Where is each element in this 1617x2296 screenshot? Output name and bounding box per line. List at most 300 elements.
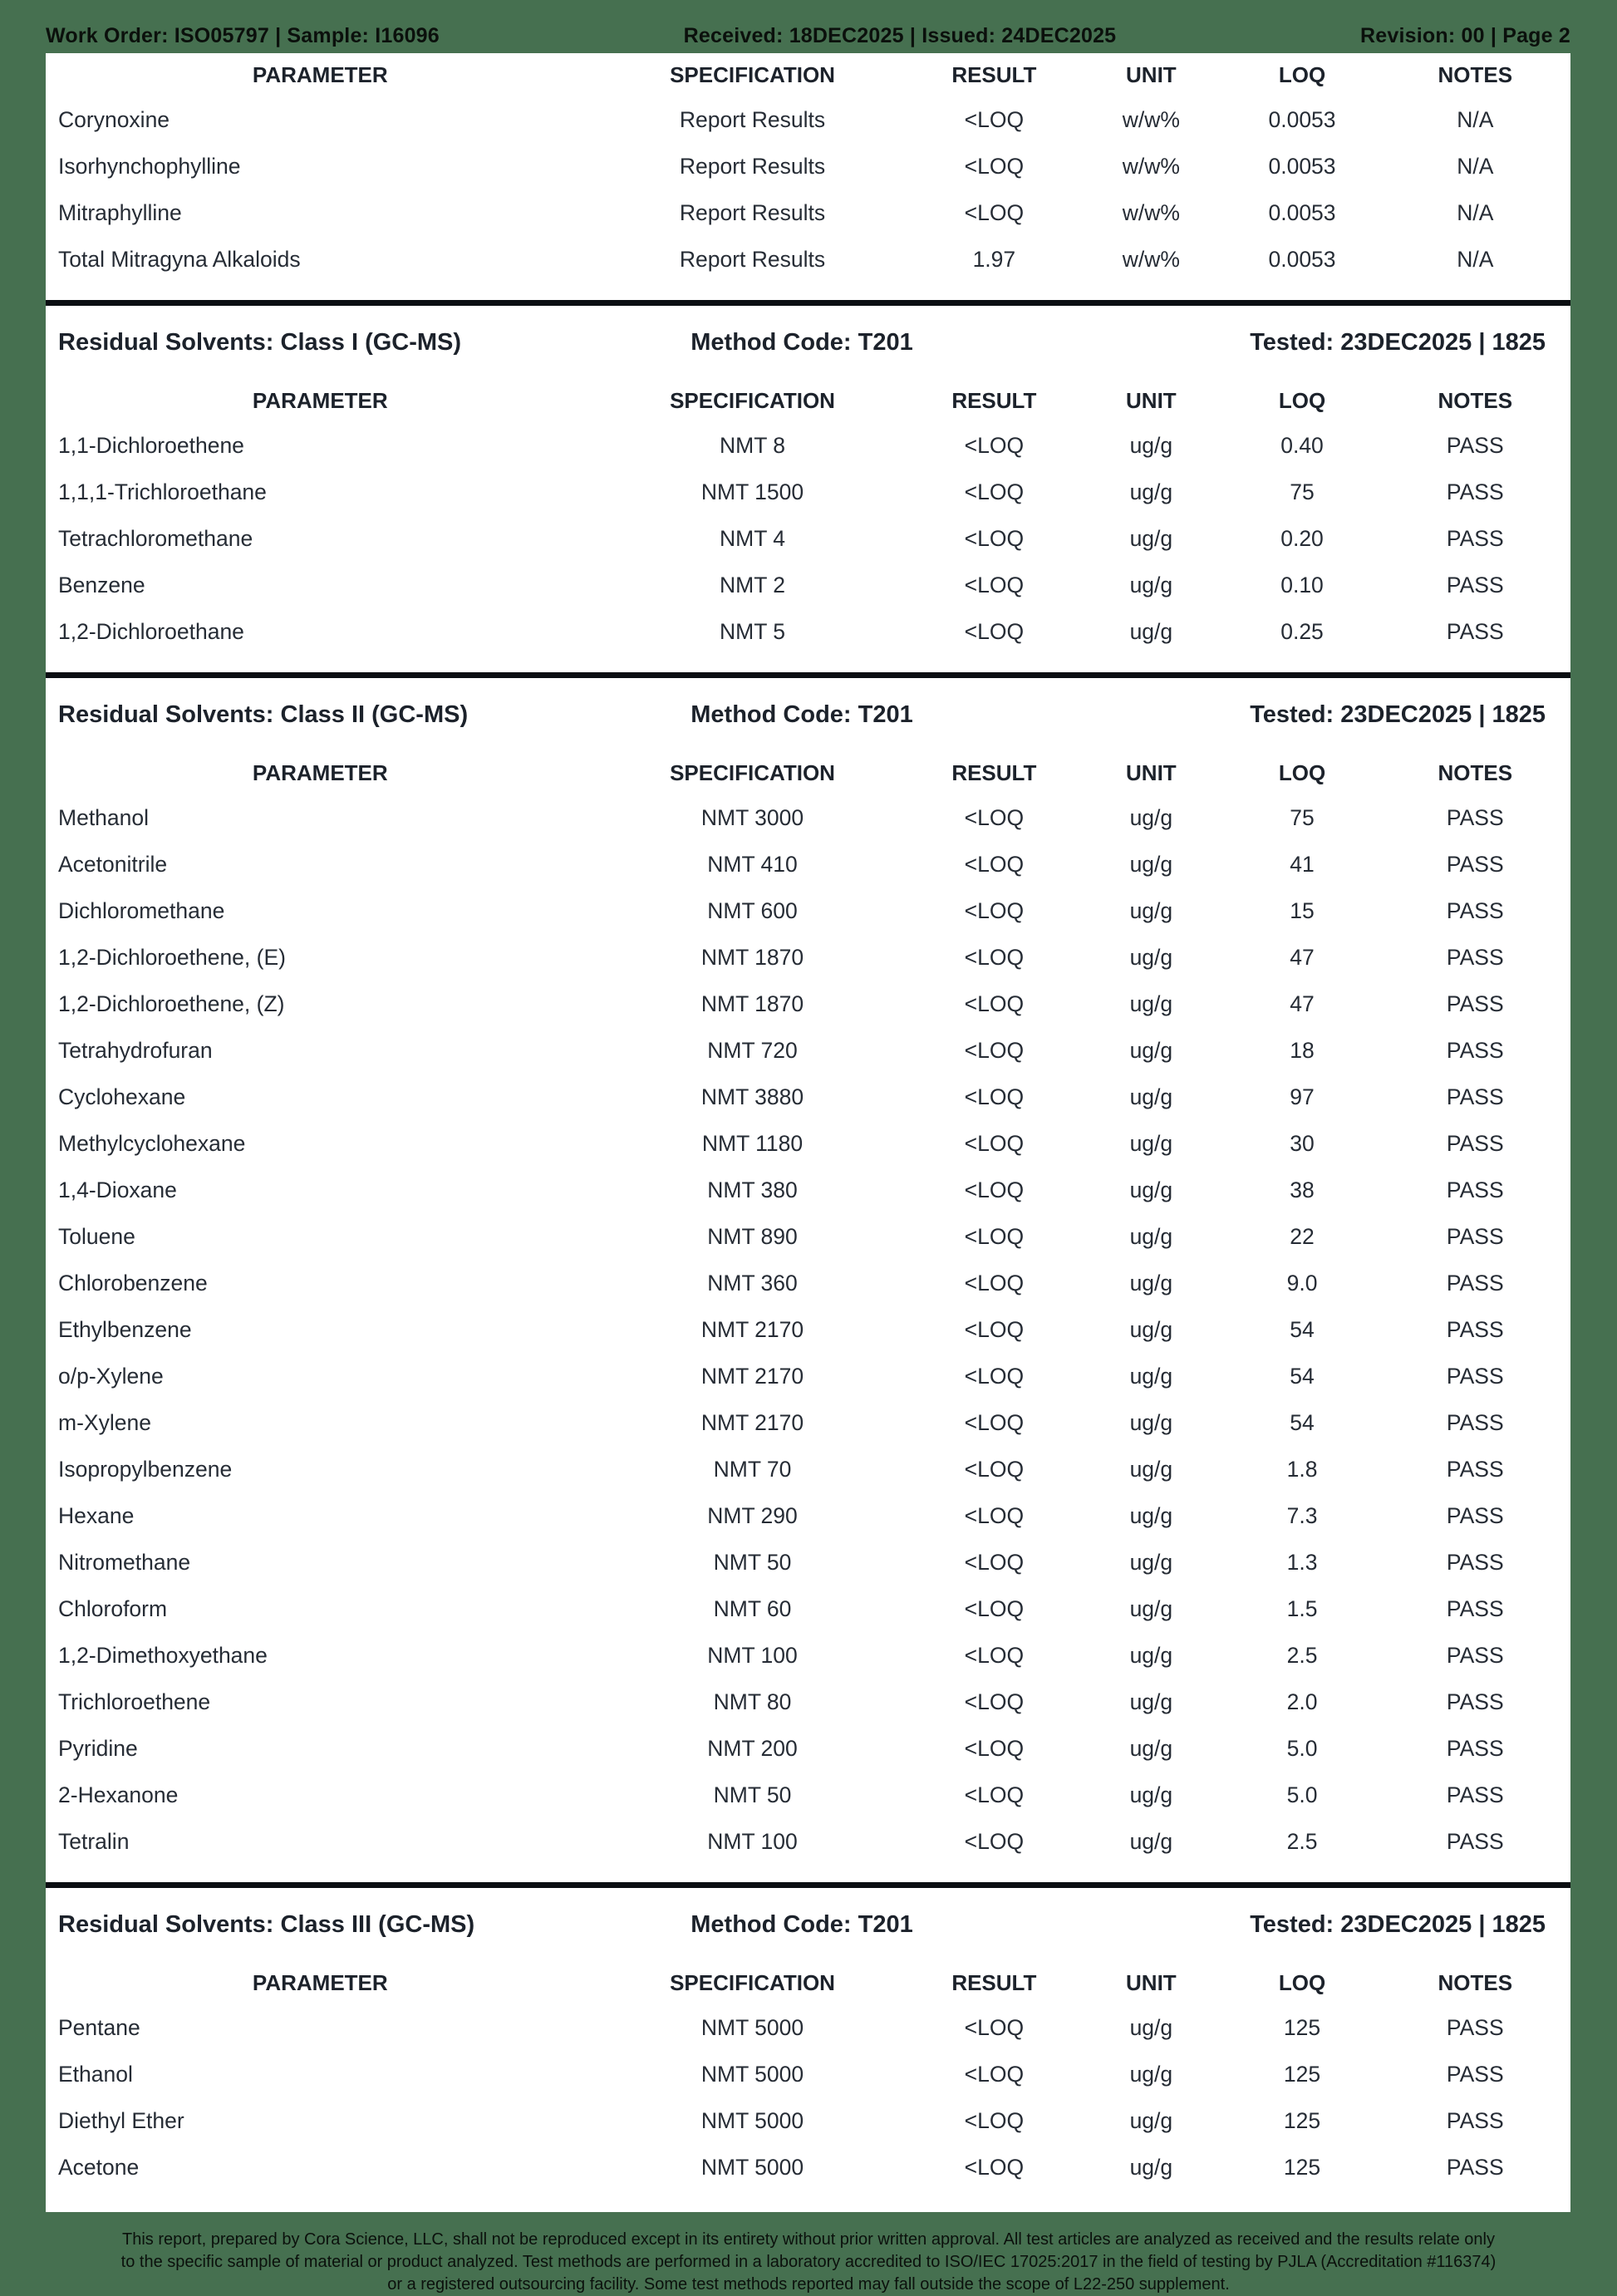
- column-header: RESULT: [951, 760, 1037, 785]
- spec-cell: NMT 5000: [700, 2154, 804, 2180]
- unit-cell: ug/g: [1129, 1409, 1173, 1435]
- unit-cell: ug/g: [1129, 2061, 1173, 2087]
- parameter-cell: Chloroform: [58, 1595, 168, 1621]
- spec-cell: Report Results: [679, 199, 826, 225]
- notes-cell: PASS: [1446, 1363, 1504, 1389]
- unit-cell: ug/g: [1129, 432, 1173, 458]
- parameter-cell: Mitraphylline: [58, 199, 182, 225]
- notes-cell: PASS: [1446, 1130, 1504, 1156]
- parameter-cell: Dichloromethane: [58, 897, 225, 923]
- column-header-row: [46, 751, 1570, 794]
- table-row: [46, 143, 1570, 189]
- result-cell: <LOQ: [964, 991, 1025, 1016]
- tested-stamp: Tested: 23DEC2025 | 1825: [1250, 328, 1546, 356]
- parameter-cell: m-Xylene: [58, 1409, 151, 1435]
- table-row: [46, 1446, 1570, 1492]
- parameter-cell: Isopropylbenzene: [58, 1456, 233, 1482]
- column-header: RESULT: [951, 1969, 1037, 1995]
- notes-cell: N/A: [1457, 199, 1494, 225]
- section-head: [46, 1888, 1570, 1961]
- column-header: LOQ: [1278, 760, 1326, 785]
- column-header: SPECIFICATION: [670, 61, 835, 87]
- column-header: RESULT: [951, 61, 1037, 87]
- notes-cell: PASS: [1446, 2154, 1504, 2180]
- notes-cell: PASS: [1446, 991, 1504, 1016]
- notes-cell: PASS: [1446, 525, 1504, 551]
- loq-cell: 2.5: [1286, 1642, 1318, 1668]
- spec-cell: Report Results: [679, 106, 826, 132]
- unit-cell: ug/g: [1129, 1270, 1173, 1295]
- section-title: Residual Solvents: Class I (GC-MS): [58, 328, 462, 356]
- result-cell: <LOQ: [964, 1130, 1025, 1156]
- result-cell: <LOQ: [964, 1689, 1025, 1714]
- unit-cell: ug/g: [1129, 991, 1173, 1016]
- column-header: SPECIFICATION: [670, 1969, 835, 1995]
- spec-cell: NMT 290: [707, 1502, 798, 1528]
- result-cell: <LOQ: [964, 432, 1025, 458]
- column-header: LOQ: [1278, 61, 1326, 87]
- spec-cell: NMT 5000: [700, 2014, 804, 2040]
- loq-cell: 0.20: [1280, 525, 1324, 551]
- unit-cell: ug/g: [1129, 1037, 1173, 1063]
- notes-cell: N/A: [1457, 153, 1494, 179]
- table-row: [46, 1492, 1570, 1539]
- table-row: [46, 2097, 1570, 2144]
- spec-cell: NMT 70: [713, 1456, 792, 1482]
- parameter-cell: Tetrahydrofuran: [58, 1037, 213, 1063]
- loq-cell: 0.25: [1280, 618, 1324, 644]
- spec-cell: NMT 890: [707, 1223, 798, 1249]
- page-header: [46, 0, 1570, 53]
- result-cell: <LOQ: [964, 618, 1025, 644]
- loq-cell: 47: [1290, 944, 1315, 970]
- notes-cell: PASS: [1446, 1409, 1504, 1435]
- results-table: [46, 1961, 1570, 2190]
- unit-cell: ug/g: [1129, 1084, 1173, 1109]
- results-section: [46, 1888, 1570, 2190]
- notes-cell: PASS: [1446, 1084, 1504, 1109]
- result-cell: <LOQ: [964, 2061, 1025, 2087]
- table-row: [46, 1399, 1570, 1446]
- notes-cell: PASS: [1446, 1270, 1504, 1295]
- notes-cell: PASS: [1446, 1642, 1504, 1668]
- loq-cell: 75: [1290, 804, 1315, 830]
- unit-cell: ug/g: [1129, 479, 1173, 504]
- column-header: UNIT: [1126, 61, 1177, 87]
- notes-cell: PASS: [1446, 1595, 1504, 1621]
- parameter-cell: 1,1-Dichloroethene: [58, 432, 244, 458]
- unit-cell: ug/g: [1129, 2014, 1173, 2040]
- unit-cell: ug/g: [1129, 1223, 1173, 1249]
- result-cell: <LOQ: [964, 1828, 1025, 1854]
- results-section: [46, 306, 1570, 655]
- loq-cell: 5.0: [1286, 1735, 1318, 1761]
- section-gap: [46, 1865, 1570, 1882]
- section-gap: [46, 655, 1570, 672]
- revision-page-number: Revision: 00 | Page 2: [1360, 23, 1570, 47]
- column-header: NOTES: [1438, 61, 1513, 87]
- result-cell: <LOQ: [964, 153, 1025, 179]
- unit-cell: ug/g: [1129, 618, 1173, 644]
- result-cell: <LOQ: [964, 1549, 1025, 1575]
- unit-cell: ug/g: [1129, 1689, 1173, 1714]
- unit-cell: ug/g: [1129, 525, 1173, 551]
- section-gap: [46, 283, 1570, 300]
- parameter-cell: Toluene: [58, 1223, 135, 1249]
- spec-cell: NMT 2170: [700, 1363, 804, 1389]
- notes-cell: PASS: [1446, 1037, 1504, 1063]
- column-header: PARAMETER: [252, 1969, 388, 1995]
- column-header: UNIT: [1126, 760, 1177, 785]
- result-cell: <LOQ: [964, 1177, 1025, 1202]
- spec-cell: NMT 380: [707, 1177, 798, 1202]
- notes-cell: PASS: [1446, 2061, 1504, 2087]
- table-row: [46, 2004, 1570, 2051]
- unit-cell: w/w%: [1122, 153, 1180, 179]
- result-cell: 1.97: [972, 246, 1016, 272]
- table-row: [46, 1586, 1570, 1632]
- loq-cell: 125: [1283, 2154, 1321, 2180]
- notes-cell: PASS: [1446, 1782, 1504, 1807]
- notes-cell: PASS: [1446, 1177, 1504, 1202]
- table-head: [46, 53, 1570, 96]
- report-card: [46, 53, 1570, 2212]
- unit-cell: ug/g: [1129, 572, 1173, 597]
- column-header: PARAMETER: [252, 387, 388, 413]
- unit-cell: ug/g: [1129, 1828, 1173, 1854]
- unit-cell: ug/g: [1129, 1595, 1173, 1621]
- result-cell: <LOQ: [964, 525, 1025, 551]
- unit-cell: w/w%: [1122, 199, 1180, 225]
- loq-cell: 125: [1283, 2061, 1321, 2087]
- spec-cell: NMT 410: [707, 851, 798, 877]
- parameter-cell: 1,2-Dichloroethene, (E): [58, 944, 286, 970]
- parameter-cell: Methylcyclohexane: [58, 1130, 246, 1156]
- parameter-cell: Methanol: [58, 804, 150, 830]
- loq-cell: 0.40: [1280, 432, 1324, 458]
- column-header-row: [46, 379, 1570, 422]
- table-head: [46, 1961, 1570, 2004]
- spec-cell: NMT 2170: [700, 1316, 804, 1342]
- result-cell: <LOQ: [964, 1595, 1025, 1621]
- table-row: [46, 1772, 1570, 1818]
- unit-cell: ug/g: [1129, 1735, 1173, 1761]
- table-row: [46, 1353, 1570, 1399]
- spec-cell: NMT 200: [707, 1735, 798, 1761]
- column-header: SPECIFICATION: [670, 387, 835, 413]
- unit-cell: ug/g: [1129, 1456, 1173, 1482]
- table-row: [46, 794, 1570, 841]
- notes-cell: PASS: [1446, 944, 1504, 970]
- table-row: [46, 981, 1570, 1027]
- result-cell: <LOQ: [964, 479, 1025, 504]
- spec-cell: NMT 360: [707, 1270, 798, 1295]
- table-row: [46, 1167, 1570, 1213]
- work-order-sample: Work Order: ISO05797 | Sample: I16096: [46, 23, 440, 47]
- method-code: Method Code: T201: [691, 328, 913, 356]
- table-row: [46, 1260, 1570, 1306]
- table-row: [46, 1120, 1570, 1167]
- column-header-row: [46, 53, 1570, 96]
- parameter-cell: Ethylbenzene: [58, 1316, 192, 1342]
- loq-cell: 47: [1290, 991, 1315, 1016]
- loq-cell: 0.0053: [1268, 246, 1336, 272]
- results-section: [46, 53, 1570, 283]
- table-row: [46, 2144, 1570, 2190]
- parameter-cell: 1,2-Dimethoxyethane: [58, 1642, 268, 1668]
- unit-cell: ug/g: [1129, 1782, 1173, 1807]
- notes-cell: PASS: [1446, 618, 1504, 644]
- unit-cell: w/w%: [1122, 106, 1180, 132]
- loq-cell: 125: [1283, 2107, 1321, 2133]
- unit-cell: ug/g: [1129, 804, 1173, 830]
- loq-cell: 41: [1290, 851, 1315, 877]
- parameter-cell: Acetone: [58, 2154, 140, 2180]
- table-row: [46, 422, 1570, 469]
- table-row: [46, 934, 1570, 981]
- loq-cell: 1.3: [1286, 1549, 1318, 1575]
- results-table: [46, 751, 1570, 1865]
- spec-cell: Report Results: [679, 153, 826, 179]
- notes-cell: PASS: [1446, 1456, 1504, 1482]
- table-row: [46, 2051, 1570, 2097]
- table-row: [46, 1632, 1570, 1679]
- loq-cell: 38: [1290, 1177, 1315, 1202]
- column-header: PARAMETER: [252, 61, 388, 87]
- result-cell: <LOQ: [964, 1363, 1025, 1389]
- method-code: Method Code: T201: [691, 1910, 913, 1938]
- spec-cell: NMT 720: [707, 1037, 798, 1063]
- unit-cell: ug/g: [1129, 2154, 1173, 2180]
- spec-cell: NMT 3000: [700, 804, 804, 830]
- column-header: LOQ: [1278, 387, 1326, 413]
- table-head: [46, 751, 1570, 794]
- table-head: [46, 379, 1570, 422]
- table-row: [46, 96, 1570, 143]
- table-row: [46, 1818, 1570, 1865]
- parameter-cell: Tetrachloromethane: [58, 525, 253, 551]
- notes-cell: PASS: [1446, 1223, 1504, 1249]
- loq-cell: 18: [1290, 1037, 1315, 1063]
- unit-cell: ug/g: [1129, 944, 1173, 970]
- loq-cell: 1.5: [1286, 1595, 1318, 1621]
- parameter-cell: Pyridine: [58, 1735, 138, 1761]
- spec-cell: NMT 1870: [700, 991, 804, 1016]
- parameter-cell: 2-Hexanone: [58, 1782, 179, 1807]
- notes-cell: PASS: [1446, 2107, 1504, 2133]
- column-header: LOQ: [1278, 1969, 1326, 1995]
- method-code: Method Code: T201: [691, 701, 913, 728]
- parameter-cell: 1,1,1-Trichloroethane: [58, 479, 267, 504]
- notes-cell: PASS: [1446, 851, 1504, 877]
- notes-cell: PASS: [1446, 1828, 1504, 1854]
- column-header-row: [46, 1961, 1570, 2004]
- results-table: [46, 53, 1570, 283]
- unit-cell: ug/g: [1129, 897, 1173, 923]
- notes-cell: PASS: [1446, 432, 1504, 458]
- notes-cell: PASS: [1446, 2014, 1504, 2040]
- table-body: [46, 2004, 1570, 2190]
- notes-cell: N/A: [1457, 246, 1494, 272]
- unit-cell: ug/g: [1129, 1549, 1173, 1575]
- result-cell: <LOQ: [964, 1223, 1025, 1249]
- spec-cell: NMT 1180: [701, 1130, 804, 1156]
- received-issued-dates: Received: 18DEC2025 | Issued: 24DEC2025: [683, 23, 1117, 47]
- column-header: NOTES: [1438, 1969, 1513, 1995]
- section-divider: [46, 1882, 1570, 1888]
- notes-cell: PASS: [1446, 1502, 1504, 1528]
- table-row: [46, 1027, 1570, 1074]
- parameter-cell: Nitromethane: [58, 1549, 191, 1575]
- spec-cell: NMT 2170: [700, 1409, 804, 1435]
- result-cell: <LOQ: [964, 1270, 1025, 1295]
- column-header: PARAMETER: [252, 760, 388, 785]
- column-header: NOTES: [1438, 387, 1513, 413]
- result-cell: <LOQ: [964, 804, 1025, 830]
- parameter-cell: o/p-Xylene: [58, 1363, 164, 1389]
- table-body: [46, 794, 1570, 1865]
- parameter-cell: Corynoxine: [58, 106, 170, 132]
- result-cell: <LOQ: [964, 106, 1025, 132]
- loq-cell: 7.3: [1286, 1502, 1318, 1528]
- spec-cell: NMT 2: [720, 572, 786, 597]
- loq-cell: 9.0: [1286, 1270, 1318, 1295]
- loq-cell: 0.0053: [1268, 199, 1336, 225]
- parameter-cell: Pentane: [58, 2014, 140, 2040]
- result-cell: <LOQ: [964, 2014, 1025, 2040]
- column-header: UNIT: [1126, 387, 1177, 413]
- spec-cell: NMT 50: [713, 1782, 792, 1807]
- spec-cell: NMT 100: [707, 1828, 798, 1854]
- spec-cell: NMT 100: [707, 1642, 798, 1668]
- spec-cell: NMT 60: [713, 1595, 792, 1621]
- result-cell: <LOQ: [964, 572, 1025, 597]
- table-row: [46, 515, 1570, 562]
- loq-cell: 1.8: [1286, 1456, 1318, 1482]
- parameter-cell: Hexane: [58, 1502, 135, 1528]
- column-header: NOTES: [1438, 760, 1513, 785]
- spec-cell: NMT 3880: [700, 1084, 804, 1109]
- result-cell: <LOQ: [964, 1316, 1025, 1342]
- notes-cell: PASS: [1446, 804, 1504, 830]
- notes-cell: N/A: [1457, 106, 1494, 132]
- section-divider: [46, 300, 1570, 306]
- parameter-cell: 1,4-Dioxane: [58, 1177, 177, 1202]
- notes-cell: PASS: [1446, 1549, 1504, 1575]
- result-cell: <LOQ: [964, 1735, 1025, 1761]
- footer-line: This report, prepared by Cora Science, LLC, shall not be reproduced except in its entirety without prior written approval. All test articles are analyzed as received and the results relate only: [122, 2230, 1495, 2249]
- parameter-cell: Benzene: [58, 572, 145, 597]
- loq-cell: 125: [1283, 2014, 1321, 2040]
- table-row: [46, 1539, 1570, 1586]
- column-header: RESULT: [951, 387, 1037, 413]
- table-row: [46, 608, 1570, 655]
- result-cell: <LOQ: [964, 1409, 1025, 1435]
- result-cell: <LOQ: [964, 1456, 1025, 1482]
- table-row: [46, 469, 1570, 515]
- section-head: [46, 306, 1570, 379]
- unit-cell: ug/g: [1129, 851, 1173, 877]
- section-divider: [46, 672, 1570, 678]
- result-cell: <LOQ: [964, 2154, 1025, 2180]
- unit-cell: ug/g: [1129, 1502, 1173, 1528]
- parameter-cell: Acetonitrile: [58, 851, 168, 877]
- results-section: [46, 678, 1570, 1865]
- spec-cell: NMT 5000: [700, 2107, 804, 2133]
- result-cell: <LOQ: [964, 944, 1025, 970]
- notes-cell: PASS: [1446, 897, 1504, 923]
- parameter-cell: Total Mitragyna Alkaloids: [58, 246, 301, 272]
- loq-cell: 2.0: [1286, 1689, 1318, 1714]
- spec-cell: Report Results: [679, 246, 826, 272]
- spec-cell: NMT 5000: [700, 2061, 804, 2087]
- parameter-cell: Tetralin: [58, 1828, 130, 1854]
- table-body: [46, 422, 1570, 655]
- parameter-cell: Trichloroethene: [58, 1689, 211, 1714]
- loq-cell: 22: [1290, 1223, 1315, 1249]
- table-row: [46, 1213, 1570, 1260]
- notes-cell: PASS: [1446, 572, 1504, 597]
- loq-cell: 0.0053: [1268, 106, 1336, 132]
- footer-line: or a registered outsourcing facility. Some test methods reported may fall outside the scope of L22-250 supplement.: [387, 2275, 1230, 2294]
- table-row: [46, 236, 1570, 283]
- table-row: [46, 1725, 1570, 1772]
- parameter-cell: Chlorobenzene: [58, 1270, 208, 1295]
- unit-cell: ug/g: [1129, 1363, 1173, 1389]
- table-row: [46, 562, 1570, 608]
- results-table: [46, 379, 1570, 655]
- table-row: [46, 841, 1570, 887]
- loq-cell: 0.0053: [1268, 153, 1336, 179]
- parameter-cell: Isorhynchophylline: [58, 153, 241, 179]
- result-cell: <LOQ: [964, 1037, 1025, 1063]
- spec-cell: NMT 1870: [700, 944, 804, 970]
- unit-cell: ug/g: [1129, 1130, 1173, 1156]
- table-body: [46, 96, 1570, 283]
- unit-cell: ug/g: [1129, 1316, 1173, 1342]
- tested-stamp: Tested: 23DEC2025 | 1825: [1250, 1910, 1546, 1938]
- notes-cell: PASS: [1446, 1735, 1504, 1761]
- result-cell: <LOQ: [964, 897, 1025, 923]
- spec-cell: NMT 50: [713, 1549, 792, 1575]
- loq-cell: 0.10: [1280, 572, 1324, 597]
- tested-stamp: Tested: 23DEC2025 | 1825: [1250, 701, 1546, 728]
- notes-cell: PASS: [1446, 1689, 1504, 1714]
- table-row: [46, 887, 1570, 934]
- loq-cell: 54: [1290, 1409, 1315, 1435]
- parameter-cell: 1,2-Dichloroethene, (Z): [58, 991, 285, 1016]
- unit-cell: ug/g: [1129, 1642, 1173, 1668]
- spec-cell: NMT 8: [720, 432, 786, 458]
- loq-cell: 54: [1290, 1363, 1315, 1389]
- parameter-cell: 1,2-Dichloroethane: [58, 618, 244, 644]
- column-header: SPECIFICATION: [670, 760, 835, 785]
- loq-cell: 54: [1290, 1316, 1315, 1342]
- section-head: [46, 678, 1570, 751]
- result-cell: <LOQ: [964, 851, 1025, 877]
- loq-cell: 5.0: [1286, 1782, 1318, 1807]
- section-title: Residual Solvents: Class II (GC-MS): [58, 701, 469, 728]
- notes-cell: PASS: [1446, 479, 1504, 504]
- loq-cell: 15: [1290, 897, 1315, 923]
- spec-cell: NMT 4: [720, 525, 786, 551]
- unit-cell: w/w%: [1122, 246, 1180, 272]
- section-title: Residual Solvents: Class III (GC-MS): [58, 1910, 475, 1938]
- table-row: [46, 189, 1570, 236]
- result-cell: <LOQ: [964, 2107, 1025, 2133]
- spec-cell: NMT 1500: [700, 479, 804, 504]
- result-cell: <LOQ: [964, 1782, 1025, 1807]
